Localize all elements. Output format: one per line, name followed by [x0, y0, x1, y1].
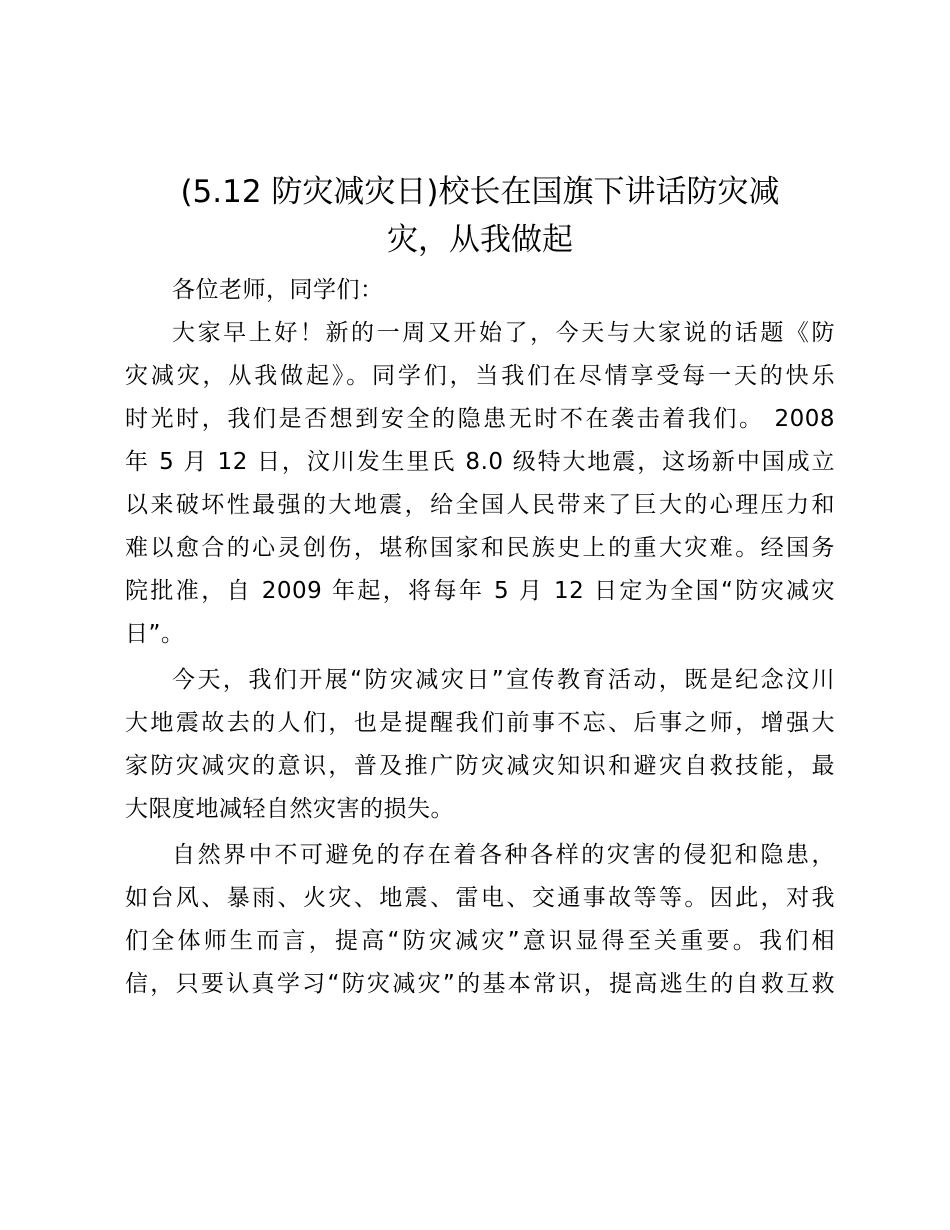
paragraph-2-line: 大限度地减轻自然灾害的损失。: [125, 796, 454, 822]
paragraph-1-line: 日”。: [125, 621, 185, 647]
paragraph-3-line: 信，只要认真学习“防灾减灾”的基本常识，提高逃生的自救互救: [125, 971, 835, 997]
paragraph-1-line: 灾减灾，从我做起》。同学们，当我们在尽情享受每一天的快乐: [125, 363, 835, 389]
paragraph-2-line: 家防灾减灾的意识，普及推广防灾减灾知识和避灾自救技能，最: [125, 753, 835, 779]
paragraph-1-line: 大家早上好！新的一周又开始了，今天与大家说的话题《防: [172, 320, 835, 346]
paragraph-2-line: 今天，我们开展“防灾减灾日”宣传教育活动，既是纪念汶川: [172, 667, 835, 693]
paragraph-1-line: 时光时，我们是否想到安全的隐患无时不在袭击着我们。 2008: [125, 406, 835, 432]
title-line-2: 灾，从我做起: [387, 222, 573, 258]
paragraph-1-line: 年 5 月 12 日，汶川发生里氏 8.0 级特大地震，这场新中国成立: [125, 449, 835, 475]
paragraph-3-line: 自然界中不可避免的存在着各种各样的灾害的侵犯和隐患，: [172, 842, 835, 868]
paragraph-1-line: 以来破坏性最强的大地震，给全国人民带来了巨大的心理压力和: [125, 492, 835, 518]
paragraph-1-line: 院批准，自 2009 年起，将每年 5 月 12 日定为全国“防灾减灾: [125, 578, 835, 604]
paragraph-1-line: 难以愈合的心灵创伤，堪称国家和民族史上的重大灾难。经国务: [125, 535, 835, 561]
salutation: 各位老师，同学们：: [172, 277, 384, 303]
paragraph-3-line: 们全体师生而言，提高“防灾减灾”意识显得至关重要。我们相: [125, 928, 835, 954]
title-line-1: (5.12 防灾减灾日)校长在国旗下讲话防灾减: [180, 174, 780, 210]
paragraph-2-line: 大地震故去的人们，也是提醒我们前事不忘、后事之师，增强大: [125, 710, 835, 736]
paragraph-3-line: 如台风、暴雨、火灾、地震、雷电、交通事故等等。因此，对我: [125, 885, 835, 911]
